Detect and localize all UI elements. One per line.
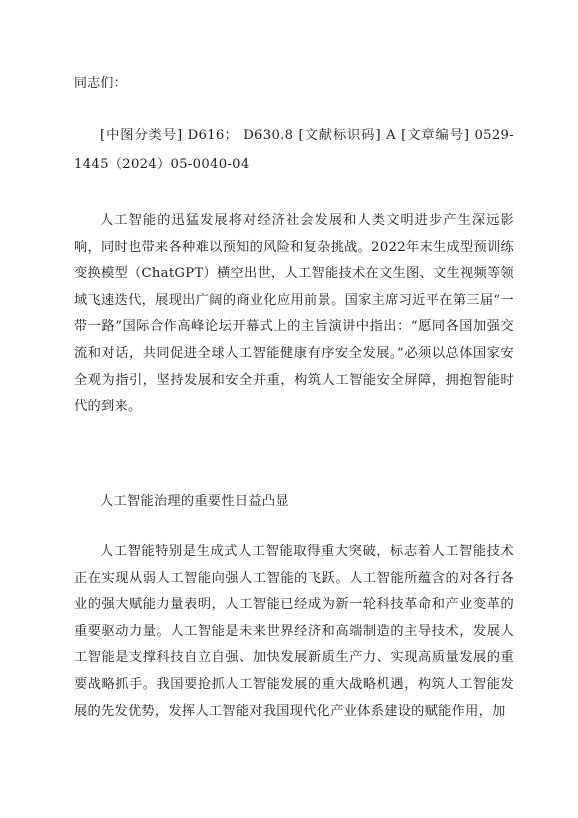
- greeting-line: 同志们：: [74, 76, 127, 91]
- classification-metadata: [中图分类号] D616； D630.8 [文献标识码] A [文章编号] 0529-1445（2024）05-0040-04: [74, 128, 514, 172]
- body-paragraph-1: 人工智能的迅猛发展将对经济社会发展和人类文明进步产生深远影响，同时也带来各种难以预知的风险和复杂挑战。2022年末生成型预训练变换模型（ChatGPT）横空出世，人工智能技术在文生图、文生视频等领域飞速迭代，展现出广阔的商业化应用前景。国家主席习近平在第三届“一带一路”国际合作高峰论坛开幕式上的主旨演讲中指出：“愿同各国加强交流和对话，共同促进全球人工智能健康有序安全发展。”必须以总体国家安全观为指引，坚持发展和安全并重，构筑人工智能安全屏障，拥抱智能时代的到来。: [74, 213, 514, 415]
- body-paragraph-2: 人工智能特别是生成式人工智能取得重大突破，标志着人工智能技术正在实现从弱人工智能向强人工智能的飞跃。人工智能所蕴含的对各行各业的强大赋能力量表明，人工智能已经成为新一轮科技革命和产业变革的重要驱动力量。人工智能是未来世界经济和高端制造的主导技术，发展人工智能是支撑科技自立自强、加快发展新质生产力、实现高质量发展的重要战略抓手。我国要抢抓人工智能发展的重大战略机遇，构筑人工智能发展的先发优势，发挥人工智能对我国现代化产业体系建设的赋能作用，加: [74, 544, 514, 719]
- section-heading: 人工智能治理的重要性日益凸显: [100, 494, 289, 509]
